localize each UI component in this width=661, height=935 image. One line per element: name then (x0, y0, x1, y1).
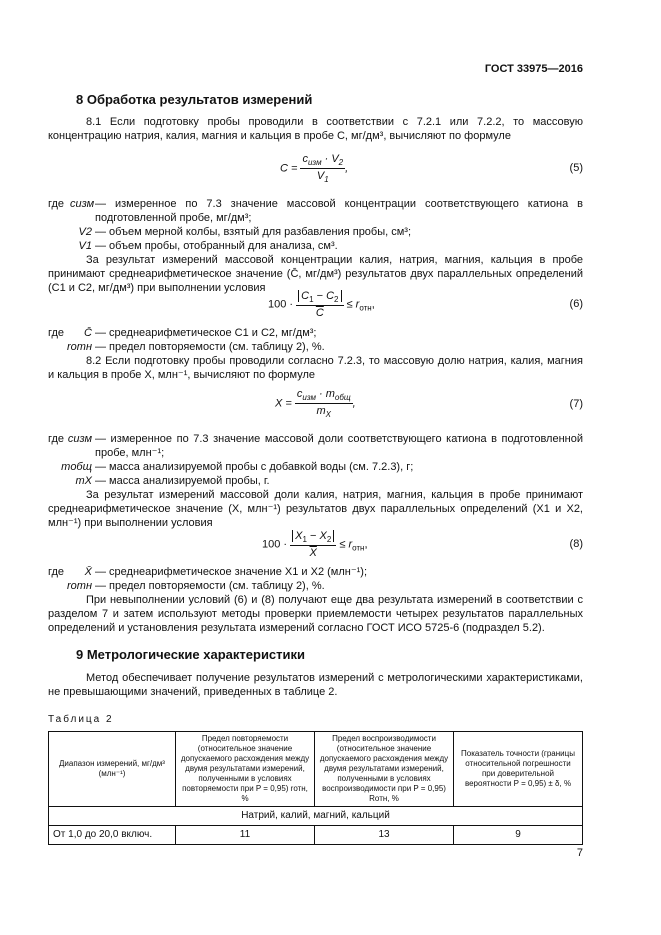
symbol-c-izm-2: cизм (67, 433, 92, 445)
definition-c-izm: — измеренное по 7.3 значение массовой концентрации соответствующего катиона в подготовленной пробе, мг/дм³; (95, 198, 583, 224)
symbol-x-mean: X̄ (84, 566, 92, 578)
formula-7-number: (7) (569, 398, 583, 410)
definition-c-izm-2: — измеренное по 7.3 значение массовой доли соответствующего катиона в подготовленной пробе, млн⁻¹; (95, 433, 583, 459)
table-2 (48, 731, 583, 845)
symbol-v1: V1 (78, 240, 92, 252)
definition-v2: — объем мерной колбы, взятый для разбавления пробы, см³; (95, 226, 412, 238)
where-label: где (48, 198, 65, 210)
standard-number: ГОСТ 33975—2016 (484, 63, 583, 75)
symbol-v2: V2 (78, 226, 92, 238)
cell-repeatability: 11 (176, 826, 315, 845)
formula-7: X = $\frac{c_{изм} \cdot m_{общ}}{m_X}$ , (275, 388, 356, 420)
formula-5: C = $\frac{c_{изм} \cdot V_2}{V_1}$ , (280, 153, 349, 185)
cell-reproducibility: 13 (315, 826, 454, 845)
paragraph-8-2: 8.2 Если подготовку пробы проводили согласно 7.2.3, то массовую долю натрия, калия, магния и кальция в пробе X, млн⁻¹, вычисляют по формуле (48, 355, 583, 381)
definition-r-otn-2: — предел повторяемости (см. таблицу 2), %. (95, 580, 325, 592)
formula-5-number: (5) (569, 162, 583, 174)
definition-c-mean: — среднеарифметическое C1 и C2, мг/дм³; (95, 327, 317, 339)
definition-x-mean: — среднеарифметическое значение X1 и X2 (млн⁻¹); (95, 566, 368, 578)
formula-8-number: (8) (569, 538, 583, 550)
paragraph-repeat-measurement: При невыполнении условий (6) и (8) получают еще два результата измерений в соответствии с разделом 7 и затем используют методы проверки приемлемости четырех результатов параллельных определений и установления результата измерений согласно ГОСТ ИСО 5725-6 (подраздел 5.2). (48, 594, 583, 634)
page-number: 7 (576, 847, 583, 859)
definition-r-otn: — предел повторяемости (см. таблицу 2), %. (95, 341, 325, 353)
formula-8: 100 · $\frac{X_1 - X_2}{X}$ ≤ $r_{отн}$, (262, 530, 368, 560)
where-label-2: где (48, 327, 65, 339)
section-8-title: 8 Обработка результатов измерений (76, 92, 313, 107)
table-caption: Таблица 2 (48, 714, 114, 725)
symbol-m-x: mX (75, 475, 92, 487)
where-label-4: где (48, 566, 65, 578)
symbol-m-obsh: mобщ (61, 461, 92, 473)
cell-accuracy: 9 (454, 826, 583, 845)
table-group-row (49, 807, 583, 826)
cell-range: От 1,0 до 20,0 включ. (49, 826, 176, 845)
formula-6-number: (6) (569, 298, 583, 310)
definition-v1: — объем пробы, отобранный для анализа, см³. (95, 240, 338, 252)
formula-6: 100 · $\frac{C_1 - C_2}{C}$ ≤ $r_{отн}$, (268, 290, 375, 320)
table-row (49, 826, 583, 845)
table-header-row (49, 732, 583, 807)
paragraph-9: Метод обеспечивает получение результатов измерений с метрологическими характеристиками, не превышающими значений, приведенных в таблице 2. (48, 672, 583, 698)
header-repeatability: Предел повторяемости (относительное значение допускаемого расхождения между двумя результатами измерений, полученными в условиях повторяемости при P = 0,95) rотн, % (176, 732, 315, 807)
section-9-title: 9 Метрологические характеристики (76, 647, 306, 662)
group-label: Натрий, калий, магний, кальций (49, 807, 583, 826)
definition-m-x: — масса анализируемой пробы, г. (95, 475, 270, 487)
symbol-c-mean: C̄ (84, 327, 92, 339)
definition-m-obsh: — масса анализируемой пробы с добавкой воды (см. 7.2.3), г; (95, 461, 414, 473)
where-label-3: где (48, 433, 65, 445)
symbol-r-otn: rотн (67, 341, 92, 353)
header-accuracy: Показатель точности (границы относительной погрешности при доверительной вероятности P = 0,95) ± δ, % (454, 732, 583, 807)
paragraph-result-mass-fraction: За результат измерений массовой доли калия, натрия, магния, кальция в пробе принимают среднеарифметическое значение (X, млн⁻¹) результатов двух параллельных определений (X1 и X2, млн⁻¹) при выполнении условия (48, 489, 583, 529)
header-range: Диапазон измерений, мг/дм³ (млн⁻¹) (49, 732, 176, 807)
symbol-r-otn-2: rотн (67, 580, 92, 592)
symbol-c-izm: cизм (70, 198, 95, 210)
paragraph-8-1: 8.1 Если подготовку пробы проводили в соответствии с 7.2.1 или 7.2.2, то массовую концентрацию натрия, калия, магния и кальция в пробе C, мг/дм³, вычисляют по формуле (48, 116, 583, 142)
header-reproducibility: Предел воспроизводимости (относительное значение допускаемого расхождения между двумя результатами измерений, полученными в условиях воспроизводимости при P = 0,95) Rотн, % (315, 732, 454, 807)
paragraph-result-concentration: За результат измерений массовой концентрации калия, натрия, магния, кальция в пробе принимают среднеарифметическое значение (C̄, мг/дм³) результатов двух параллельных определений (C1 и C2, мг/дм³) при выполнении условия (48, 254, 583, 294)
